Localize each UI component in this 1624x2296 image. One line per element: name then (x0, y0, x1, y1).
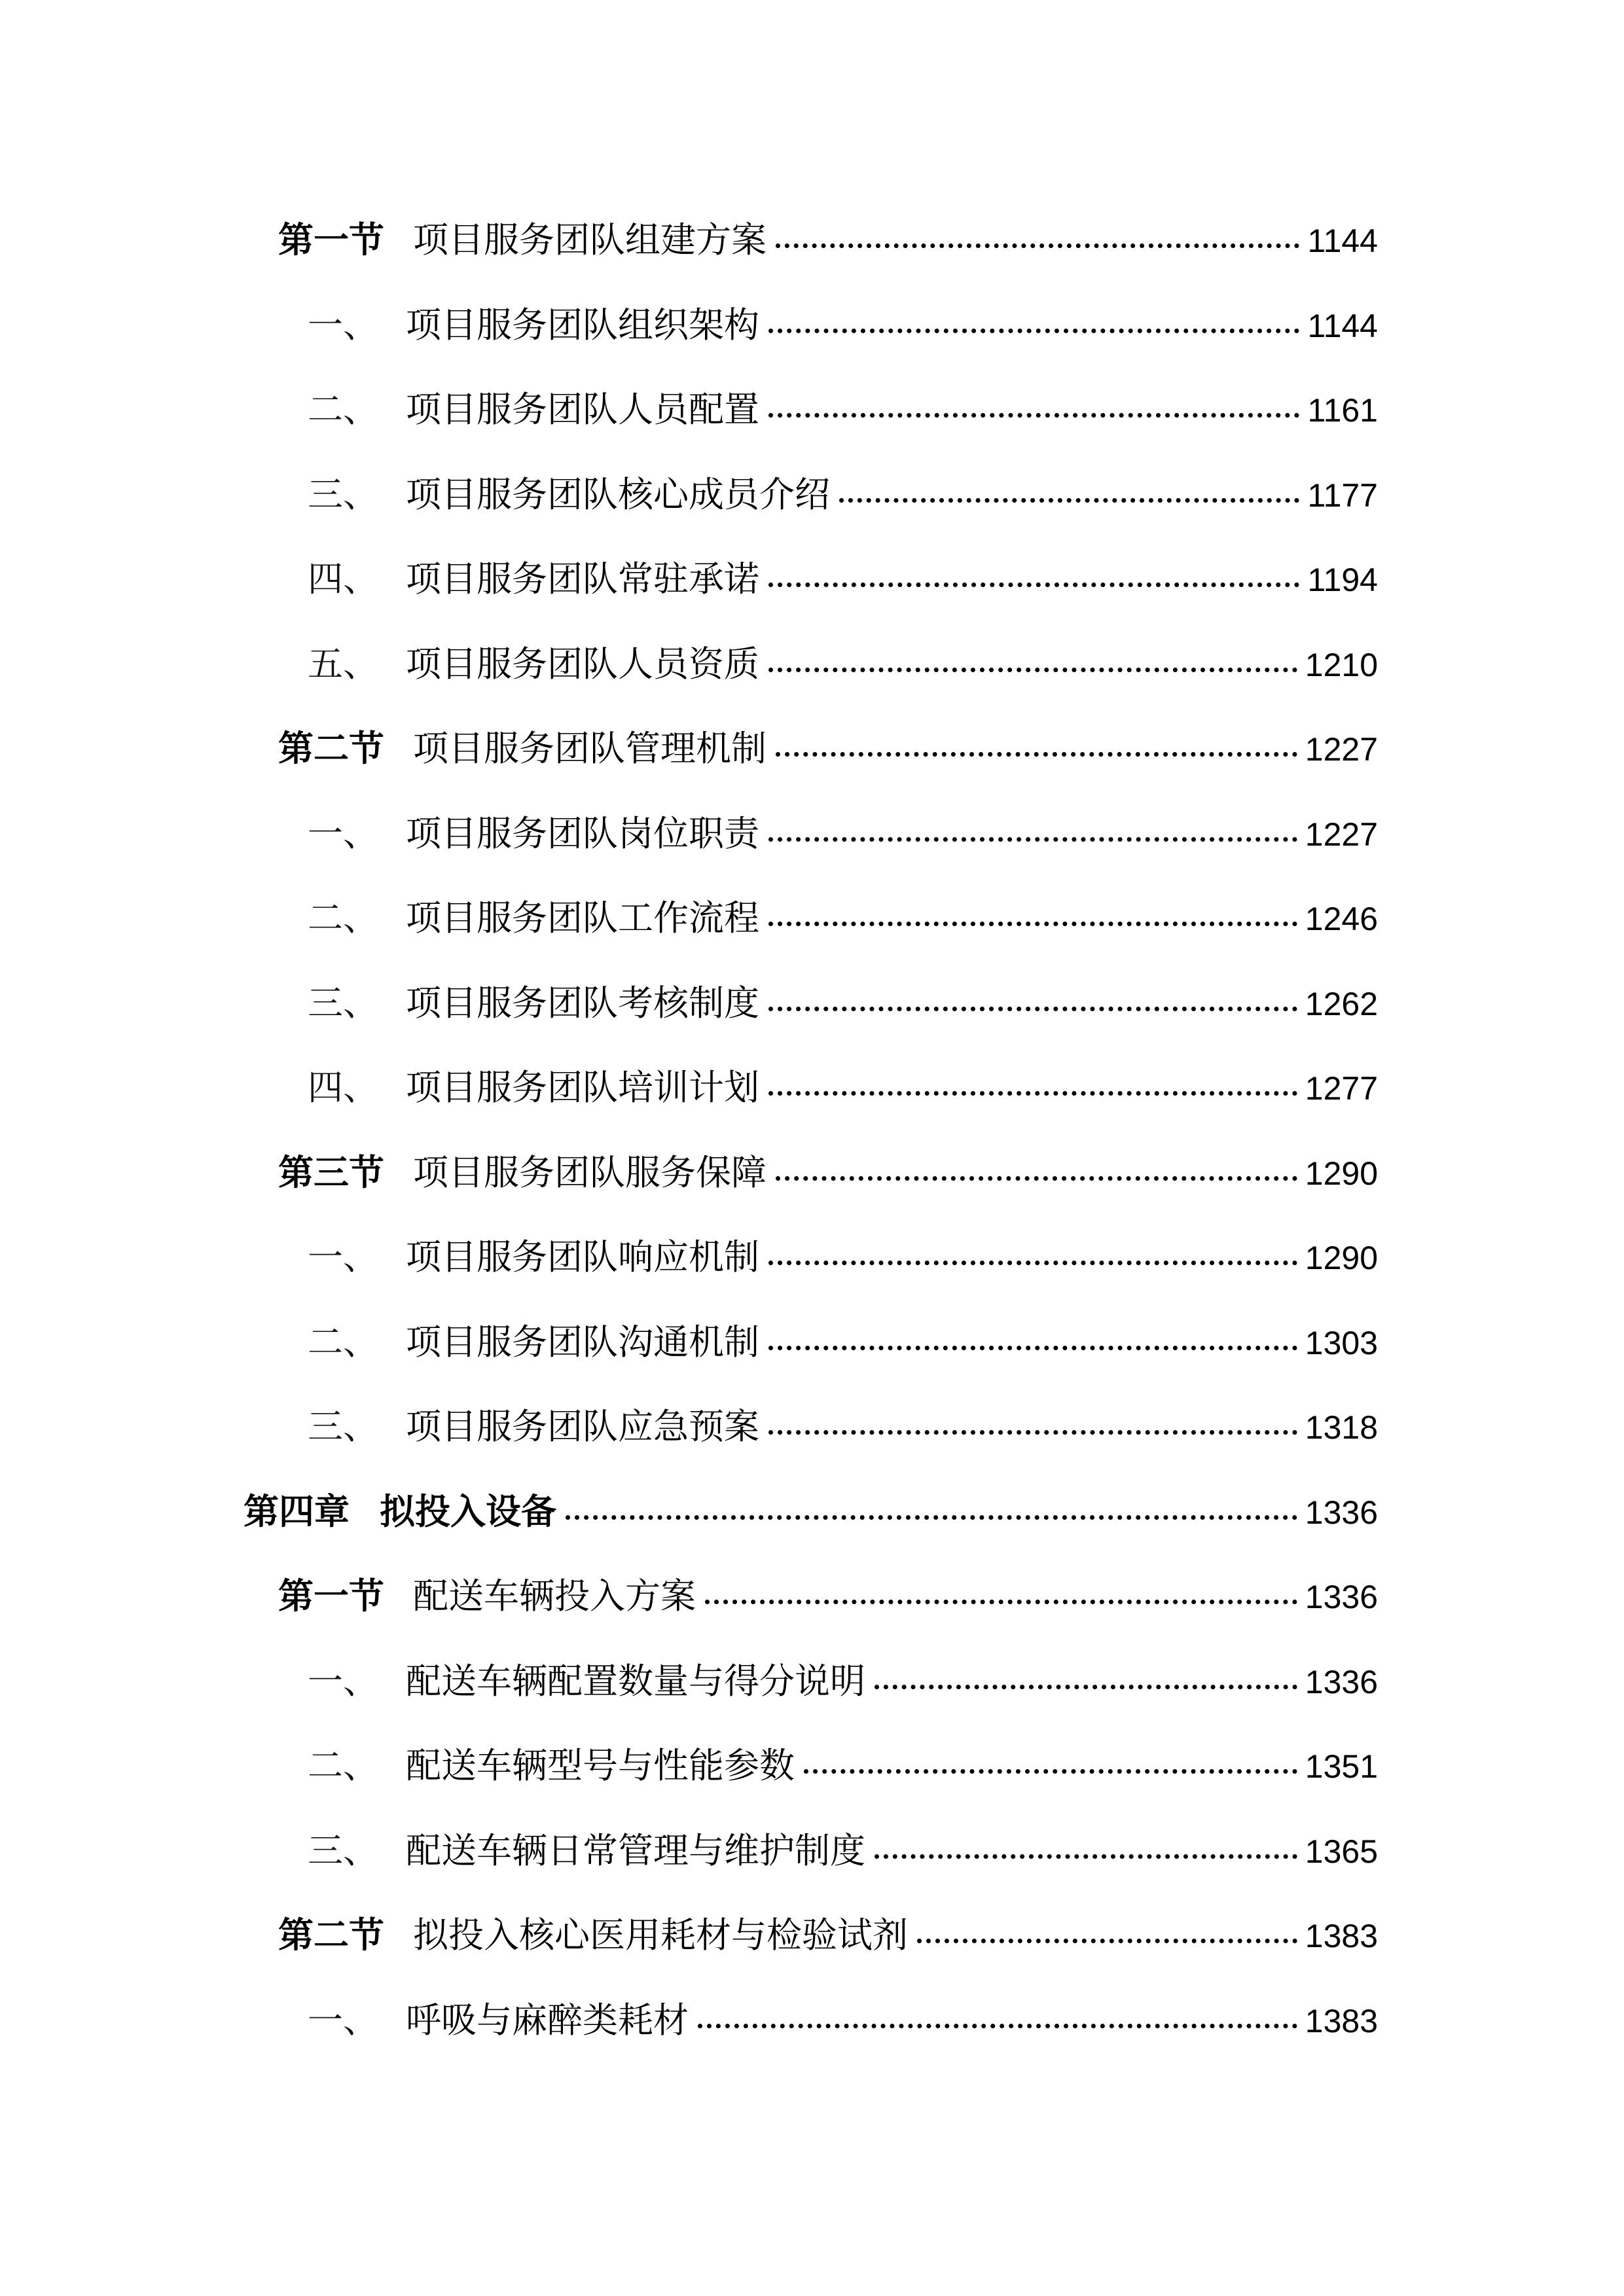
toc-entry-number: 二、 (308, 1321, 378, 1363)
toc-entry-number: 三、 (308, 1406, 378, 1447)
toc-dot-leader (768, 1091, 1297, 1096)
toc-entry-number: 第二节 (278, 728, 384, 769)
toc-entry[interactable] (308, 1228, 1378, 1287)
toc-entry-title: 配送车辆投入方案 (413, 1575, 696, 1617)
toc-page-number: 1290 (1305, 1155, 1378, 1192)
toc-entry-title: 配送车辆配置数量与得分说明 (406, 1660, 865, 1702)
toc-dot-leader (768, 1261, 1297, 1265)
toc-entry-number: 四、 (308, 558, 378, 600)
toc-page-number: 1177 (1307, 477, 1378, 514)
toc-dot-leader (768, 583, 1299, 587)
toc-entry-number: 一、 (308, 2000, 378, 2041)
toc-entry[interactable] (308, 1991, 1378, 2050)
toc-entry[interactable] (308, 296, 1378, 355)
toc-entry-number: 二、 (308, 897, 378, 939)
toc-entry[interactable] (278, 719, 1378, 778)
toc-page-number: 1227 (1305, 731, 1378, 768)
toc-dot-leader (705, 1600, 1297, 1604)
toc-entry[interactable] (308, 1736, 1378, 1795)
toc-dot-leader (839, 498, 1299, 503)
toc-page-number: 1262 (1305, 986, 1378, 1022)
toc-dot-leader (768, 837, 1297, 842)
toc-page-number: 1336 (1305, 1579, 1378, 1615)
toc-dot-leader (768, 922, 1297, 926)
toc-page-number: 1246 (1305, 901, 1378, 937)
toc-entry[interactable] (308, 1397, 1378, 1456)
toc-entry[interactable] (308, 465, 1378, 524)
toc-entry[interactable] (244, 1482, 1378, 1541)
toc-dot-leader (566, 1515, 1297, 1520)
toc-dot-leader (804, 1769, 1297, 1774)
toc-page-number: 1277 (1305, 1070, 1378, 1107)
toc-entry[interactable] (278, 211, 1378, 270)
toc-entry-title: 配送车辆日常管理与维护制度 (406, 1830, 865, 1871)
toc-dot-leader (875, 1685, 1297, 1689)
toc-entry-title: 项目服务团队沟通机制 (406, 1321, 759, 1363)
toc-entry-title: 项目服务团队常驻承诺 (406, 558, 759, 600)
toc-entry-title: 呼吸与麻醉类耗材 (406, 2000, 689, 2041)
toc-page-number: 1303 (1305, 1325, 1378, 1361)
toc-entry-title: 项目服务团队岗位职责 (406, 813, 759, 854)
toc-dot-leader (917, 1939, 1297, 1943)
toc-entry-number: 三、 (308, 474, 378, 515)
toc-page-number: 1161 (1307, 392, 1378, 429)
toc-page-number: 1318 (1305, 1409, 1378, 1446)
toc-entry-number: 一、 (308, 304, 378, 346)
toc-page-number: 1336 (1305, 1664, 1378, 1700)
toc-page-number: 1336 (1305, 1494, 1378, 1531)
toc-entry[interactable] (308, 804, 1378, 863)
toc-dot-leader (698, 2024, 1297, 2028)
toc-entry[interactable] (308, 635, 1378, 694)
toc-dot-leader (768, 668, 1297, 672)
toc-entry-number: 第二节 (278, 1914, 384, 1956)
toc-entry-title: 项目服务团队工作流程 (406, 897, 759, 939)
toc-entry[interactable] (278, 1567, 1378, 1626)
toc-entry-number: 四、 (308, 1067, 378, 1108)
toc-dot-leader (776, 1176, 1297, 1181)
toc-entry-title: 项目服务团队人员资质 (406, 643, 759, 685)
toc-page-number: 1351 (1305, 1748, 1378, 1785)
toc-entry-number: 二、 (308, 389, 378, 430)
toc-entry[interactable] (278, 1143, 1378, 1202)
toc-page-number: 1383 (1305, 1918, 1378, 1954)
toc-page-number: 1194 (1307, 562, 1378, 598)
toc-entry-number: 五、 (308, 643, 378, 685)
toc-dot-leader (768, 1007, 1297, 1011)
toc-page-number: 1365 (1305, 1833, 1378, 1870)
toc-entry[interactable] (308, 889, 1378, 948)
toc-entry-title: 配送车辆型号与性能参数 (406, 1745, 795, 1786)
toc-entry-title: 项目服务团队服务保障 (413, 1152, 767, 1193)
toc-entry-number: 第一节 (278, 1575, 384, 1617)
toc-entry-title: 项目服务团队人员配置 (406, 389, 759, 430)
toc-dot-leader (768, 1346, 1297, 1350)
toc-entry-number: 三、 (308, 1830, 378, 1871)
toc-page-number: 1210 (1305, 647, 1378, 683)
toc-page-number: 1227 (1305, 816, 1378, 853)
toc-entry[interactable] (308, 1058, 1378, 1117)
toc-entry-number: 第一节 (278, 219, 384, 260)
toc-entry-number: 一、 (308, 1236, 378, 1278)
toc-dot-leader (875, 1854, 1297, 1859)
toc-page-number: 1144 (1307, 223, 1378, 259)
toc-page-number: 1290 (1305, 1240, 1378, 1276)
toc-dot-leader (768, 1430, 1297, 1435)
toc-entry-number: 第三节 (278, 1152, 384, 1193)
toc-page-number: 1383 (1305, 2003, 1378, 2039)
toc-dot-leader (768, 413, 1299, 418)
toc-entry-title: 项目服务团队核心成员介绍 (406, 474, 830, 515)
toc-entry[interactable] (308, 550, 1378, 609)
toc-entry-title: 项目服务团队组织架构 (406, 304, 759, 346)
toc-dot-leader (776, 752, 1297, 757)
toc-entry-title: 项目服务团队考核制度 (406, 982, 759, 1024)
toc-entry[interactable] (308, 974, 1378, 1033)
toc-entry-title: 项目服务团队管理机制 (413, 728, 767, 769)
toc-entry[interactable] (308, 1313, 1378, 1372)
toc-entry-title: 项目服务团队响应机制 (406, 1236, 759, 1278)
toc-entry-number: 一、 (308, 1660, 378, 1702)
toc-page-number: 1144 (1307, 308, 1378, 344)
toc-entry[interactable] (308, 380, 1378, 439)
toc-entry-title: 项目服务团队培训计划 (406, 1067, 759, 1108)
toc-entry-number: 第四章 (244, 1491, 350, 1532)
toc-entry[interactable] (308, 1652, 1378, 1711)
toc-entry-number: 一、 (308, 813, 378, 854)
toc-dot-leader (776, 243, 1299, 248)
toc-entry-title: 项目服务团队组建方案 (413, 219, 767, 260)
toc-entry-title: 拟投入核心医用耗材与检验试剂 (413, 1914, 908, 1956)
toc-entry[interactable] (278, 1906, 1378, 1965)
toc-entry-number: 二、 (308, 1745, 378, 1786)
toc-entry-title: 项目服务团队应急预案 (406, 1406, 759, 1447)
toc-dot-leader (768, 329, 1299, 333)
toc-entry-title: 拟投入设备 (380, 1491, 556, 1532)
toc-entry[interactable] (308, 1821, 1378, 1880)
toc-entry-number: 三、 (308, 982, 378, 1024)
